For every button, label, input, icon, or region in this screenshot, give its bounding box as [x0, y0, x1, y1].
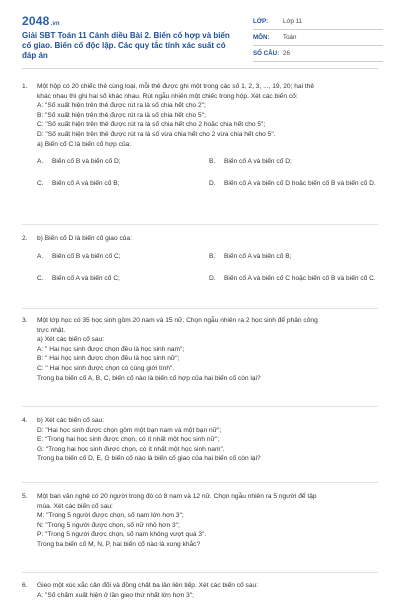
site-logo[interactable] — [22, 14, 60, 28]
question-line: A: "Số chấm xuất hiện ở lần gieo thứ nhất lớn hơn 3"; — [37, 591, 194, 599]
answer-option-b[interactable] — [209, 250, 381, 264]
meta-table — [253, 14, 383, 62]
answer-option-b[interactable] — [209, 155, 381, 169]
question-line: Một hộp có 20 chiếc thẻ cùng loại, mỗi thẻ được ghi một trong các số 1, 2, 3, ..., 19, 20; hai thẻ — [37, 83, 315, 90]
question-line: E: "Trong hai học sinh được chọn, có ít nhất một học sinh nữ"; — [37, 436, 220, 444]
option-key: C. — [37, 274, 44, 282]
option-text: Biến cố A và biến cố C; — [52, 274, 120, 282]
question-number: 3. — [22, 317, 28, 324]
question-line: trực nhật. — [37, 326, 66, 334]
question-line: khác nhau thì ghi hai số khác nhau. Rút ngẫu nhiên một chiếc trong hộp. Xét các biến cố: — [37, 92, 298, 100]
question-5 — [22, 492, 380, 550]
option-text: Biến cố B và biến cố D; — [52, 158, 121, 166]
question-line: múa. Xét các biến cố sau: — [37, 502, 113, 510]
question-number: 1. — [22, 83, 28, 90]
question-line: a) Xét các biến cố sau: — [37, 336, 105, 344]
option-key: D. — [209, 274, 216, 282]
question-divider — [22, 572, 378, 573]
answer-option-c[interactable] — [37, 177, 209, 191]
question-line: B: "Số xuất hiện trên thẻ được rút ra là số chia hết cho 5"; — [37, 111, 206, 119]
question-line: Trong ba biến cố M, N, P, hai biến cố nào là xung khắc? — [37, 540, 201, 548]
option-key: A. — [37, 158, 44, 166]
question-text — [37, 416, 380, 464]
option-key: B. — [209, 252, 216, 260]
question-divider — [22, 308, 378, 309]
answer-option-a[interactable] — [37, 250, 209, 264]
meta-value: Toán — [283, 34, 297, 41]
question-number: 6. — [22, 582, 28, 589]
question-line: b) Xét các biến cố sau: — [37, 417, 105, 424]
meta-label: LỚP: — [253, 18, 269, 25]
question-text — [37, 234, 380, 244]
answer-option-a[interactable] — [37, 155, 209, 169]
answer-option-d[interactable] — [209, 177, 381, 191]
question-text — [37, 316, 380, 383]
question-line: M: "Trong 5 người được chọn, số nam lớn hơn 3"; — [37, 512, 184, 520]
answer-option-d[interactable] — [209, 272, 381, 286]
question-text — [37, 581, 380, 600]
option-text: Biến cố A và biến cố B; — [52, 180, 120, 188]
meta-label: SỐ CÂU: — [253, 50, 280, 57]
question-line: A: " Hai học sinh được chọn đều là học sinh nam"; — [37, 345, 185, 353]
question-number: 5. — [22, 493, 28, 500]
question-6 — [22, 581, 380, 600]
question-divider — [22, 406, 378, 407]
question-line: Gieo một xúc xắc cân đối và đồng chất ba lần liên tiếp. Xét các biến cố sau: — [37, 582, 259, 589]
option-text: Biến cố A và biến cố D hoặc biến cố B và biến cố D. — [224, 180, 376, 188]
option-key: A. — [37, 252, 44, 260]
question-line: C: " Hai học sinh được chọn có cùng giới tính". — [37, 364, 175, 372]
option-key: D. — [209, 180, 216, 188]
meta-value: Lớp 11 — [283, 18, 303, 25]
question-divider — [22, 224, 378, 225]
option-key: C. — [37, 180, 44, 188]
question-text — [37, 82, 380, 149]
meta-row-count — [253, 46, 383, 62]
question-line: N: "Trong 5 người được chọn, số nữ nhỏ hơn 3"; — [37, 521, 180, 529]
question-divider — [22, 482, 378, 483]
question-line: D: "Hai học sinh được chọn gồm một bạn nam và một bạn nữ"; — [37, 426, 222, 434]
document-header — [0, 0, 400, 66]
question-line: A: "Số xuất hiện trên thẻ được rút ra là số chia hết cho 2"; — [37, 102, 206, 110]
meta-value: 26 — [283, 50, 290, 57]
option-text: Biến cố A và biến cố D; — [224, 158, 292, 166]
option-text: Biến cố B và biến cố C; — [52, 252, 121, 260]
header-divider — [22, 68, 378, 69]
question-line: B: " Hai học sinh được chọn đều là học sinh nữ"; — [37, 355, 180, 363]
logo-sub: .vn — [50, 21, 60, 27]
answer-option-c[interactable] — [37, 272, 209, 286]
question-4 — [22, 416, 380, 464]
answer-options — [37, 250, 380, 286]
question-line: Trong ba biến cố A, B, C, biến cố nào là biến cố hợp của hai biến cố còn lại? — [37, 374, 261, 382]
question-3 — [22, 316, 380, 383]
question-text — [37, 492, 380, 550]
question-number: 2. — [22, 235, 28, 242]
meta-label: MÔN: — [253, 34, 270, 41]
question-line: Một lớp học có 35 học sinh gồm 20 nam và 15 nữ. Chọn ngẫu nhiên ra 2 học sinh để phân công — [37, 317, 318, 324]
meta-row-grade — [253, 14, 383, 30]
question-line: Một ban văn nghệ có 20 người trong đó có 8 nam và 12 nữ. Chọn ngẫu nhiên ra 5 người để tập — [37, 493, 317, 500]
document-title: Giải SBT Toán 11 Cánh diều Bài 2. Biến cố hợp và biến cố giao. Biến cố độc lập. Các quy tắc tính xác suất có đáp án — [22, 31, 230, 60]
question-line: G: "Trong hai học sinh được chọn, có ít nhất một học sinh nam". — [37, 445, 225, 453]
question-line: b) Biến cố D là biến cố giao của: — [37, 235, 132, 242]
option-key: B. — [209, 158, 216, 166]
option-text: Biến cố A và biến cố C hoặc biến cố B và biến cố C. — [224, 274, 376, 282]
meta-row-subject — [253, 30, 383, 46]
logo-main: 2048 — [22, 14, 50, 28]
option-text: Biến cố A và biến cố B; — [224, 252, 292, 260]
question-line: P: "Trong 5 người được chọn, số nam không vượt quá 3". — [37, 531, 207, 539]
question-line: D: "Số xuất hiện trên thẻ được rút ra là số vừa chia hết cho 2 vừa chia hết cho 5". — [37, 130, 276, 138]
question-2 — [22, 234, 380, 286]
question-line: Trong ba biến cố D, E, G biến cố nào là biến cố giao của hai biến cố còn lại? — [37, 455, 261, 463]
answer-options — [37, 155, 380, 191]
question-1 — [22, 82, 380, 191]
question-line: a) Biến cố C là biến cố hợp của: — [37, 140, 132, 148]
question-number: 4. — [22, 417, 28, 424]
question-line: C: "Số xuất hiện trên thẻ được rút ra là số chia hết cho 2 hoặc chia hết cho 5"; — [37, 121, 266, 129]
